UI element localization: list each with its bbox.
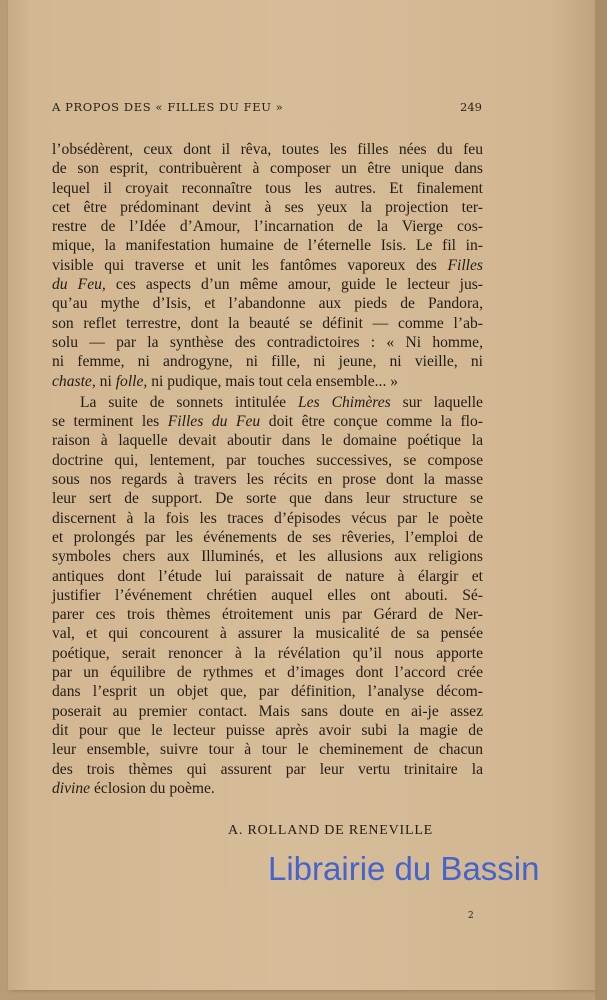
text-run: leur ensemble, suivre tour à tour le cheminement de chacun — [52, 741, 483, 759]
book-page — [8, 0, 596, 990]
text-run: sous nos regards à travers les récits en prose dont la masse — [52, 471, 483, 489]
italic-text: Filles — [447, 256, 483, 274]
text-run: des trois thèmes qui assurent par leur vertu trinitaire la — [52, 760, 483, 778]
italic-text: Filles du Feu — [167, 413, 261, 431]
text-run: poserait au premier contact. Mais sans doute en ai-je assez — [52, 702, 483, 720]
text-line — [52, 489, 483, 508]
text-run: raison à laquelle devait aboutir dans le domaine poétique la — [52, 432, 483, 450]
paragraph — [52, 393, 483, 798]
italic-text: chaste, — [52, 372, 96, 390]
text-line — [52, 217, 483, 236]
text-run: ni — [95, 372, 116, 390]
text-run: solu — par la synthèse des contradictoires : « Ni homme, — [52, 333, 483, 351]
text-run: cet être prédominant devint à ses yeux la projection ter- — [52, 198, 483, 216]
text-line — [52, 256, 483, 275]
text-line — [52, 702, 483, 721]
text-line — [52, 179, 483, 198]
text-line — [52, 509, 483, 528]
text-line — [52, 528, 483, 547]
text-line — [52, 644, 483, 663]
text-run: éclosion du poème. — [90, 779, 215, 797]
paragraph — [52, 140, 483, 391]
text-run: restre de l’Idée d’Amour, l’incarnation de la Vierge cos- — [52, 218, 483, 236]
text-run: sur laquelle — [390, 393, 483, 411]
text-run: La suite de sonnets intitulée — [80, 393, 298, 411]
text-line — [52, 198, 483, 217]
text-line — [52, 663, 483, 682]
text-line — [52, 547, 483, 566]
text-line — [52, 779, 483, 798]
text-run: doit être conçue comme la flo- — [260, 413, 484, 431]
text-line — [52, 431, 483, 450]
italic-text: Les Chimères — [298, 393, 391, 411]
text-run: ni pudique, mais tout cela ensemble... » — [147, 372, 399, 390]
text-run: justifier l’événement chrétien auquel elles ont abouti. Sé- — [52, 586, 483, 604]
text-run: dans l’esprit un objet que, par définition, l’analyse décom- — [52, 683, 483, 701]
text-line — [52, 393, 483, 412]
text-run: de son esprit, contribuèrent à composer un être unique dans — [52, 160, 483, 178]
text-line — [52, 760, 483, 779]
text-run: lequel il croyait reconnaître tous les autres. Et finalement — [52, 179, 483, 197]
page-number: 249 — [460, 100, 482, 114]
text-line — [52, 567, 483, 586]
text-line — [52, 372, 483, 391]
text-run: par un équilibre de rythmes et d’images dont l’accord crée — [52, 664, 483, 682]
text-run: qu’au mythe d’Isis, et l’abandonne aux pieds de Pandora, — [52, 295, 483, 313]
text-run: antiques dont l’étude lui paraissait de nature à élargir et — [52, 567, 483, 585]
text-run: discernent à la fois les traces d’épisodes vécus par le poète — [52, 509, 483, 527]
running-title: A PROPOS DES « FILLES DU FEU » — [52, 100, 284, 114]
italic-text: divine — [52, 779, 91, 797]
text-line — [52, 682, 483, 701]
text-line — [52, 140, 483, 159]
text-run: val, et qui concourent à assurer la musicalité de sa pensée — [52, 625, 483, 643]
running-header — [52, 100, 482, 114]
text-line — [52, 740, 483, 759]
text-line — [52, 352, 483, 371]
text-line — [52, 275, 483, 294]
text-run: poétique, serait renoncer à la révélation qu’il nous apporte — [52, 644, 483, 662]
text-line — [52, 314, 483, 333]
text-line — [52, 333, 483, 352]
text-line — [52, 236, 483, 255]
italic-text: du Feu, — [52, 276, 106, 294]
watermark: Librairie du Bassin — [268, 850, 540, 887]
text-run: visible qui traverse et unit les fantômes vaporeux des — [52, 256, 448, 274]
text-line — [52, 451, 483, 470]
text-line — [52, 624, 483, 643]
text-line — [52, 605, 483, 624]
text-line — [52, 470, 483, 489]
text-run: se terminent les — [52, 413, 168, 431]
text-run: son reflet terrestre, dont la beauté se définit — comme l’ab- — [52, 314, 483, 332]
text-run: parer ces trois thèmes étroitement unis par Gérard de Ner- — [52, 606, 483, 624]
text-run: dit pour que le lecteur puisse après avoir subi la magie de — [52, 721, 483, 739]
text-line — [52, 721, 483, 740]
text-run: ces aspects d’un même amour, guide le lecteur jus- — [105, 276, 484, 294]
text-run: ni femme, ni androgyne, ni fille, ni jeune, ni vieille, ni — [52, 353, 483, 371]
text-run: symboles chers aux Illuminés, et les allusions aux religions — [52, 548, 483, 566]
text-run: l’obsédèrent, ceux dont il rêva, toutes les filles nées du feu — [52, 141, 483, 158]
body-text — [52, 140, 483, 798]
author-signature: A. ROLLAND DE RENEVILLE — [228, 823, 434, 838]
text-line — [52, 294, 483, 313]
page-edge — [595, 0, 607, 1000]
text-line — [52, 412, 483, 431]
text-run: et prolongés par les événements de ses rêveries, l’emploi de — [52, 528, 483, 546]
text-line — [52, 159, 483, 178]
text-run: mique, la manifestation humaine de l’éternelle Isis. Le fil in- — [52, 237, 483, 255]
text-run: leur sert de support. De sorte que dans leur structure se — [52, 490, 483, 508]
italic-text: folle, — [115, 372, 148, 390]
text-line — [52, 586, 483, 605]
signature-mark: 2 — [468, 911, 474, 921]
text-run: doctrine qui, lentement, par touches successives, se compose — [52, 451, 483, 469]
